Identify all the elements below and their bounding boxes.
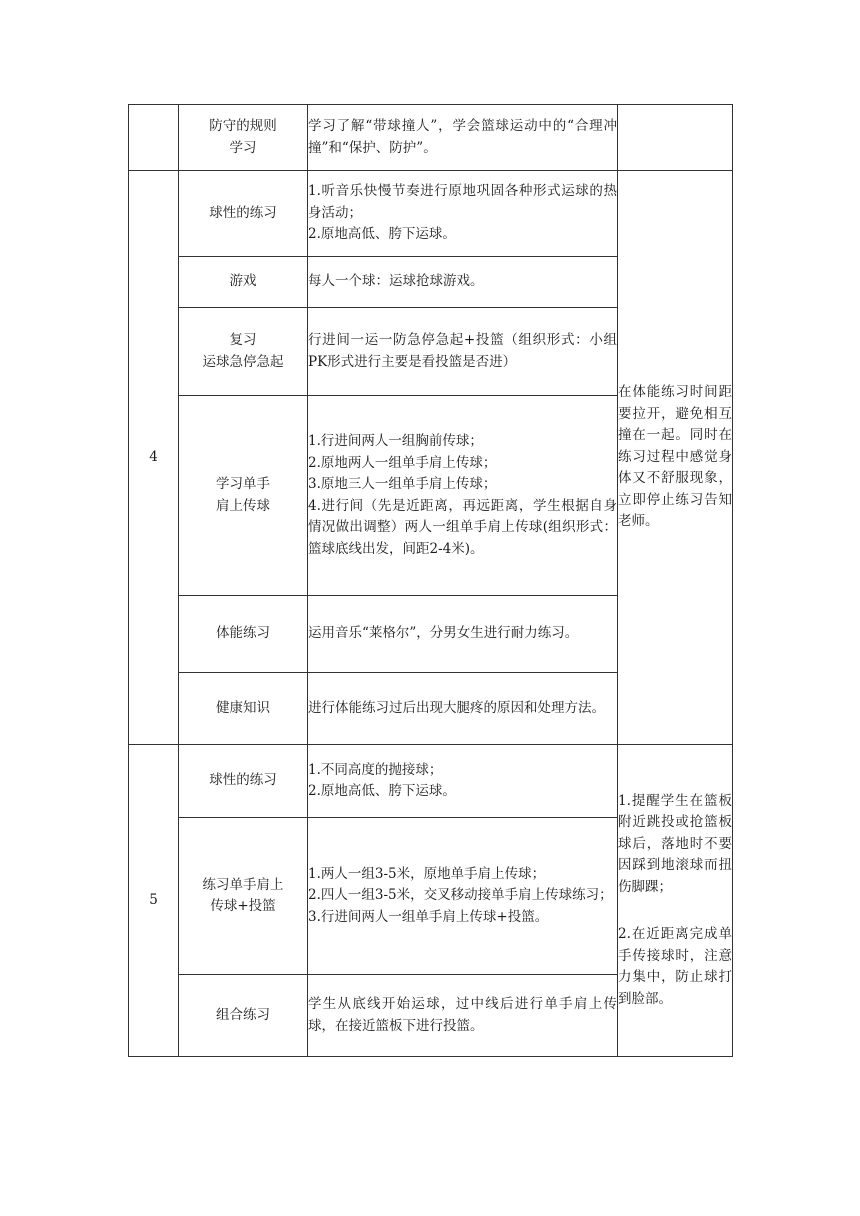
safety-note-text: 1.提醒学生在篮板附近跳投或抢篮板球后，落地时不要因踩到地滚球而扭伤脚踝；	[618, 792, 732, 895]
content-cell	[308, 396, 618, 596]
content-text: 学习了解“带球撞人”，学会篮球运动中的“合理冲撞”和“保护、防护”。	[308, 118, 617, 156]
item-cell	[179, 745, 308, 818]
item-cell	[179, 396, 308, 596]
content-cell	[308, 171, 618, 257]
content-cell	[308, 596, 618, 673]
item-text: 练习单手肩上	[202, 876, 284, 893]
content-cell	[308, 673, 618, 745]
item-cell	[179, 596, 308, 673]
content-text: 2.原地高低、胯下运球。	[308, 226, 456, 243]
note-cell	[618, 105, 733, 171]
table-row	[129, 171, 733, 257]
lesson-number: 5	[149, 891, 158, 908]
item-text: 学习	[229, 139, 257, 156]
content-text: 2.四人一组3-5米，交叉移动接单手肩上传球练习；	[308, 887, 613, 904]
item-cell	[179, 171, 308, 257]
lesson-number: 4	[149, 448, 158, 465]
content-text: 运用音乐“莱格尔”，分男女生进行耐力练习。	[308, 625, 579, 642]
content-cell	[308, 745, 618, 818]
item-cell	[179, 308, 308, 396]
item-cell	[179, 257, 308, 308]
content-text: 1.听音乐快慢节奏进行原地巩固各种形式运球的热身活动；	[308, 183, 617, 221]
item-text: 运球急停急起	[202, 353, 284, 370]
content-text: 2.原地两人一组单手肩上传球；	[308, 454, 497, 471]
item-text: 游戏	[229, 273, 257, 290]
item-text: 学习单手	[216, 476, 270, 492]
table-row	[129, 105, 733, 171]
lesson-number-cell	[129, 105, 179, 171]
item-cell	[179, 673, 308, 745]
content-text: 1.两人一组3-5米，原地单手肩上传球；	[308, 865, 546, 882]
content-text: 2.原地高低、胯下运球。	[308, 783, 456, 799]
content-cell	[308, 257, 618, 308]
item-text: 体能练习	[216, 625, 270, 642]
item-text: 防守的规则	[209, 118, 277, 134]
content-text: 1.不同高度的抛接球；	[308, 761, 443, 778]
item-text: 肩上传球	[216, 497, 270, 514]
content-text: 进行体能练习过后出现大腿疼的原因和处理方法。	[308, 699, 605, 716]
safety-note-text: 2.在近距离完成单手传接球时，注意力集中，防止球打到脸部。	[618, 926, 732, 1007]
content-text: 4.进行间（先是近距离，再远距离，学生根据自身情况做出调整）两人一组单手肩上传球(组织形式：篮球底线出发，间距2-4米)。	[308, 497, 617, 557]
item-cell	[179, 818, 308, 975]
item-cell	[179, 105, 308, 171]
lesson-plan-table	[128, 104, 733, 1057]
content-cell	[308, 105, 618, 171]
item-text: 健康知识	[216, 699, 270, 716]
item-text: 复习	[229, 332, 257, 348]
content-text: 1.行进间两人一组胸前传球；	[308, 433, 483, 449]
lesson-number-cell	[129, 745, 179, 1057]
content-text: 3.原地三人一组单手肩上传球；	[308, 476, 497, 492]
item-text: 球性的练习	[209, 204, 277, 221]
content-cell	[308, 308, 618, 396]
item-cell	[179, 975, 308, 1057]
safety-note-text: 在体能练习时间距要拉开，避免相互撞在一起。同时在练习过程中感觉身体又不舒服现象，立即停止练习告知老师。	[618, 384, 732, 530]
safety-note-cell	[618, 171, 733, 745]
lesson-number-cell	[129, 171, 179, 745]
content-text: 3.行进间两人一组单手肩上传球+投篮。	[308, 908, 549, 925]
content-text: 学生从底线开始运球，过中线后进行单手肩上传球，在接近篮板下进行投篮。	[308, 996, 617, 1034]
table-row	[129, 745, 733, 818]
safety-note-cell	[618, 745, 733, 1057]
content-cell	[308, 818, 618, 975]
content-cell	[308, 975, 618, 1057]
content-text: 每人一个球：运球抢球游戏。	[308, 273, 484, 290]
content-text: 行进间一运一防急停急起+投篮（组织形式：小组PK形式进行主要是看投篮是否进）	[308, 332, 617, 370]
note-spacer	[618, 898, 732, 924]
item-text: 传球+投篮	[210, 898, 276, 914]
item-text: 球性的练习	[209, 772, 277, 789]
item-text: 组合练习	[216, 1006, 270, 1023]
